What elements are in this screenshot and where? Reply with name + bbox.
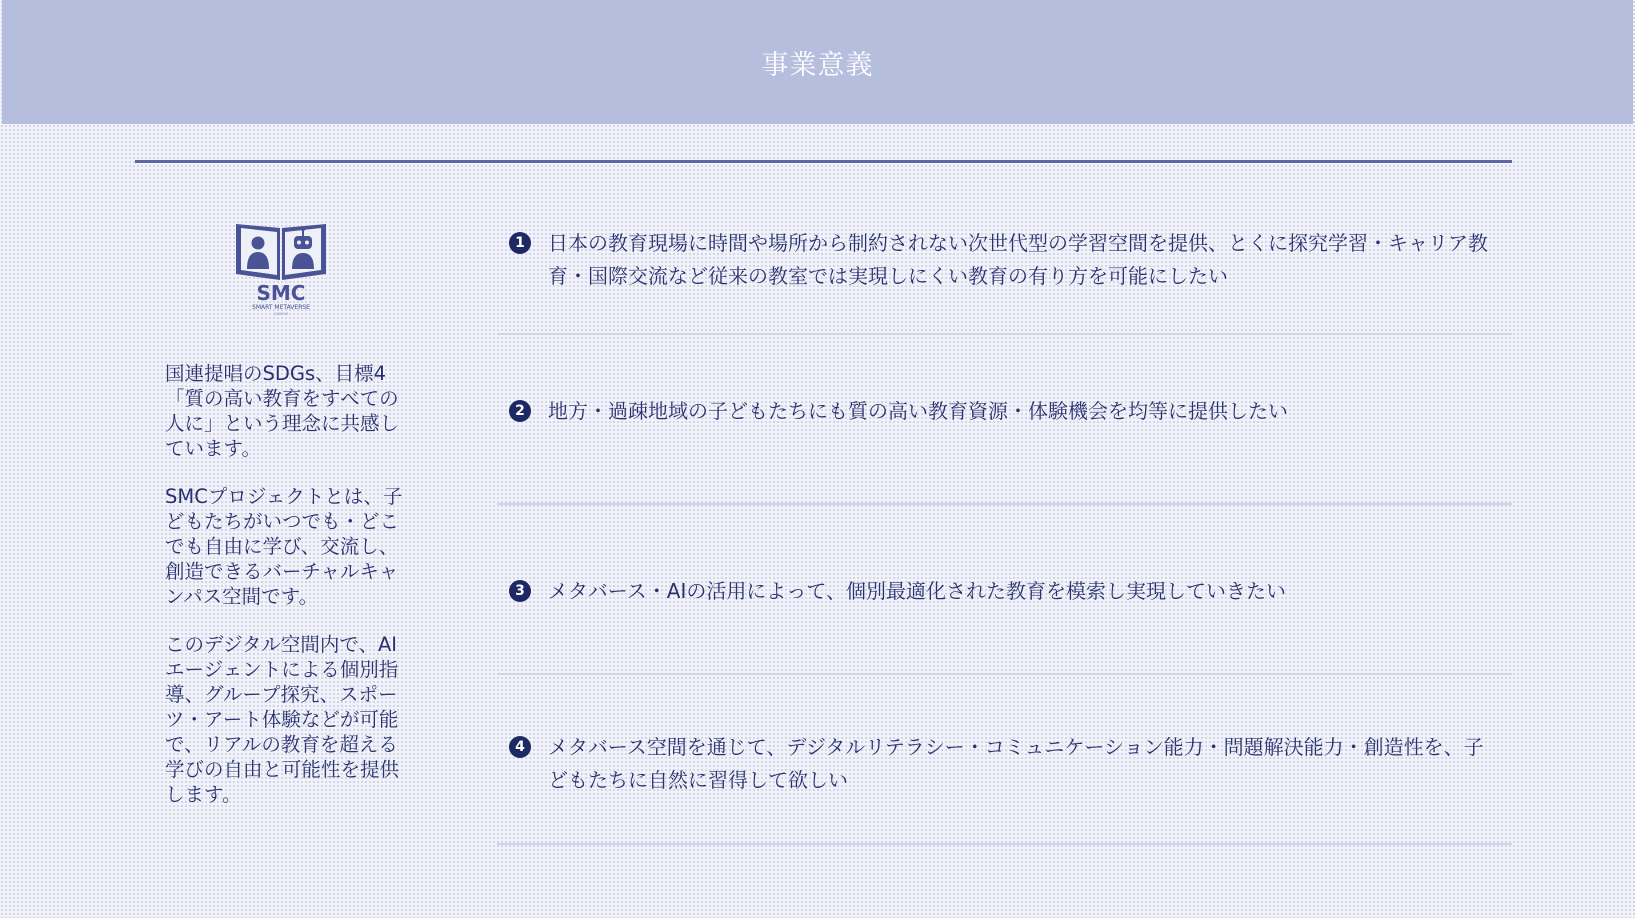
significance-text: メタバース・AIの活用によって、個別最適化された教育を模索し実現していきたい	[548, 579, 1286, 603]
book-logo-icon	[232, 216, 330, 316]
significance-text: 日本の教育現場に時間や場所から制約されない次世代型の学習空間を提供、とくに探究学習・キャリア教育・国際交流など従来の教室では実現しにくい教育の有り方を可能にしたい	[548, 231, 1488, 288]
significance-text: メタバース空間を通じて、デジタルリテラシー・コミュニケーション能力・問題解決能力・創造性を、子どもたちに自然に習得して欲しい	[548, 735, 1484, 792]
intro-text	[165, 361, 415, 830]
number-badge-icon: 4	[509, 736, 531, 758]
significance-item-1	[497, 227, 1512, 293]
significance-item-3	[497, 575, 1512, 608]
number-badge-icon: 2	[509, 400, 531, 422]
intro-paragraph-project: SMCプロジェクトとは、子どもたちがいつでも・どこでも自由に学び、交流し、創造できるバーチャルキャンパス空間です。	[165, 485, 403, 608]
intro-paragraph-digital-space: このデジタル空間内で、AIエージェントによる個別指導、グループ探究、スポーツ・アート体験などが可能で、リアルの教育を超える学びの自由と可能性を提供します。	[165, 633, 400, 806]
item-divider	[497, 673, 1512, 675]
significance-text: 地方・過疎地域の子どもたちにも質の高い教育資源・体験機会を均等に提供したい	[548, 399, 1288, 423]
page-title: 事業意義	[761, 49, 874, 81]
intro-paragraph-sdgs: 国連提唱のSDGs、目標4「質の高い教育をすべての人に」という理念に共感しています。	[165, 362, 400, 460]
significance-item-4	[497, 731, 1512, 797]
logo-wordmark: SMC	[256, 281, 306, 305]
number-badge-icon: 1	[509, 232, 531, 254]
item-divider	[497, 843, 1512, 845]
item-divider	[497, 333, 1512, 335]
smc-logo	[232, 216, 330, 316]
top-divider	[135, 160, 1512, 163]
header-bar	[2, 0, 1633, 124]
significance-item-2	[497, 395, 1512, 428]
number-badge-icon: 3	[509, 580, 531, 602]
logo-subtitle: SMART METAVERSE	[252, 304, 310, 311]
logo-tagline: CAMPUS	[273, 312, 289, 316]
item-divider	[497, 503, 1512, 505]
